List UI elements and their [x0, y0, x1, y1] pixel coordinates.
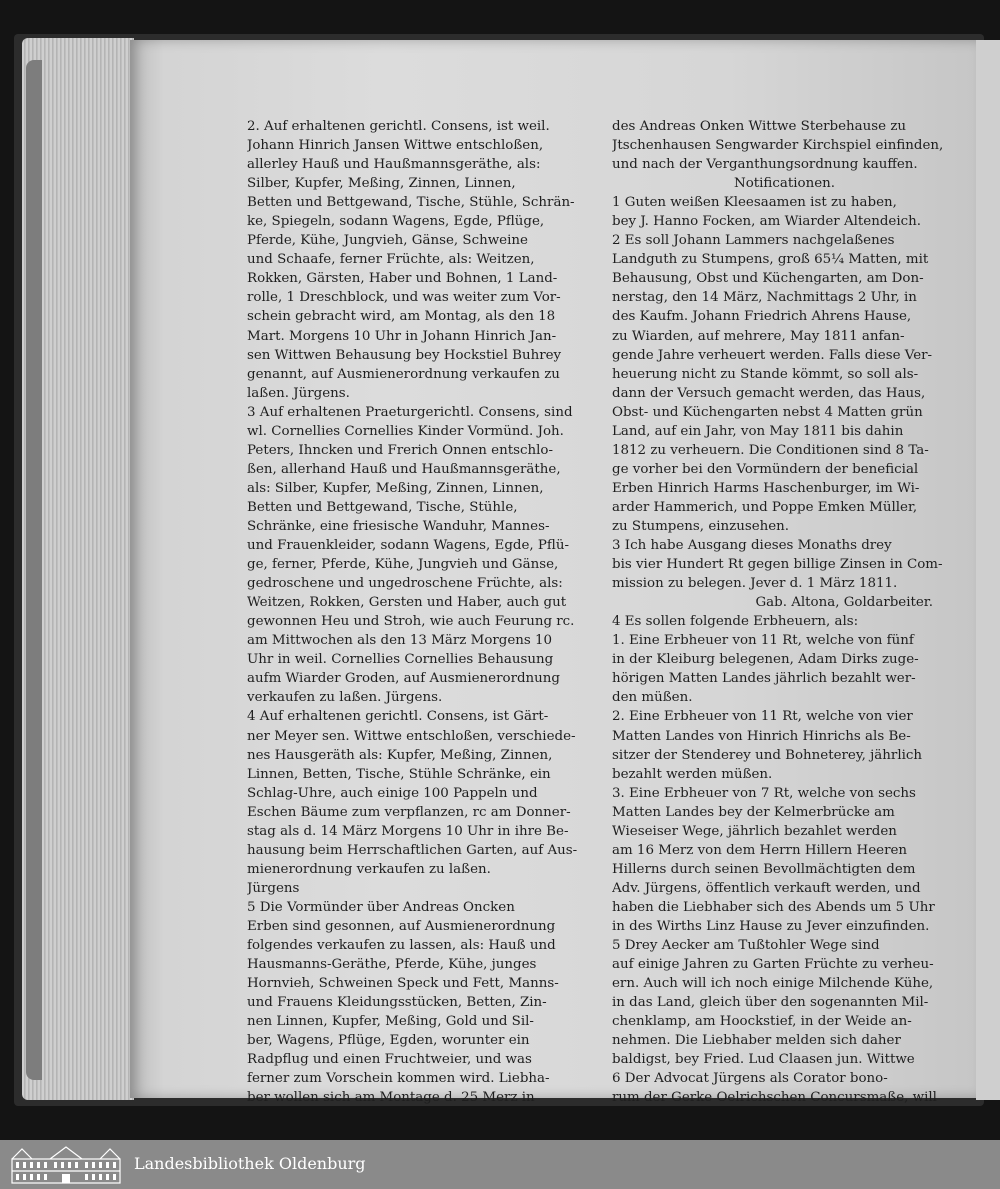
text-line: bezahlt werden müßen.: [612, 766, 773, 782]
text-line: Hausmanns-Geräthe, Pferde, Kühe, junges: [247, 957, 537, 973]
text-line: 6 Der Advocat Jürgens als Corator bono-: [612, 1071, 888, 1087]
text-line: Betten und Bettgewand, Tische, Stühle,: [247, 499, 518, 515]
text-line: laßen. Jürgens.: [247, 385, 350, 401]
text-line: Hornvieh, Schweinen Speck und Fett, Manns-: [247, 976, 559, 992]
text-line: ber wollen sich am Montage d. 25 Merz in: [247, 1090, 535, 1106]
text-line: 4 Auf erhaltenen gerichtl. Consens, ist Gärt-: [247, 709, 549, 725]
text-line: und Frauenkleider, sodann Wagens, Egde, Pflü-: [247, 538, 569, 554]
text-line: wl. Cornellies Cornellies Kinder Vormünd. Joh.: [247, 423, 564, 439]
text-line: in das Land, gleich über den sogenannten Mil-: [612, 995, 929, 1011]
text-line: ern. Auch will ich noch einige Milchende Kühe,: [612, 976, 934, 992]
text-line: genannt, auf Ausmienerordnung verkaufen zu: [247, 366, 560, 382]
text-line: in des Wirths Linz Hause zu Jever einzufinden.: [612, 918, 930, 934]
text-line: Radpflug und einen Fruchtweier, und was: [247, 1052, 532, 1068]
text-line: gende Jahre verheuert werden. Falls diese Ver-: [612, 347, 933, 363]
text-line: Erben Hinrich Harms Haschenburger, im Wi-: [612, 480, 920, 496]
text-line: hörigen Matten Landes jährlich bezahlt wer-: [612, 671, 916, 687]
text-line: Jürgens: [247, 880, 300, 896]
text-line: mienerordnung verkaufen zu laßen.: [247, 861, 491, 877]
text-line: Gab. Altona, Goldarbeiter.: [755, 595, 933, 611]
text-line: Pferde, Kühe, Jungvieh, Gänse, Schweine: [247, 233, 528, 249]
text-line: Eschen Bäume zum verpflanzen, rc am Donner-: [247, 804, 571, 820]
text-line: baldigst, bey Fried. Lud Claasen jun. Wittwe: [612, 1052, 915, 1068]
text-line: heuerung nicht zu Stande kömmt, so soll als-: [612, 366, 919, 382]
text-line: nerstag, den 14 März, Nachmittags 2 Uhr, in: [612, 290, 917, 306]
text-line: sitzer der Stenderey und Bohneterey, jährlich: [612, 747, 923, 763]
text-line: nes Hausgeräth als: Kupfer, Meßing, Zinnen,: [247, 747, 553, 763]
text-line: und Schaafe, ferner Früchte, als: Weitzen,: [247, 252, 535, 268]
text-line: rum der Gerke Oelrichschen Concursmaße, will: [612, 1090, 937, 1106]
text-line: Wieseiser Wege, jährlich bezahlet werden: [612, 823, 897, 839]
text-line: Adv. Jürgens, öffentlich verkauft werden, und: [612, 880, 921, 896]
text-line: 1 Guten weißen Kleesaamen ist zu haben,: [612, 195, 897, 211]
text-line: Uhr in weil. Cornellies Cornellies Behausung: [247, 652, 554, 668]
text-line: des Kaufm. Johann Friedrich Ahrens Hause,: [612, 309, 912, 325]
text-line: verkaufen zu laßen. Jürgens.: [247, 690, 443, 706]
text-line: den müßen.: [612, 690, 693, 706]
text-line: Matten Landes von Hinrich Hinrichs als Be-: [612, 728, 911, 744]
text-line: 2. Auf erhaltenen gerichtl. Consens, ist weil.: [247, 119, 550, 134]
text-line: am Mittwochen als den 13 März Morgens 10: [247, 633, 553, 649]
text-line: schein gebracht wird, am Montag, als den 18: [247, 309, 556, 325]
text-line: Silber, Kupfer, Meßing, Zinnen, Linnen,: [247, 176, 516, 192]
text-line: 3 Auf erhaltenen Praeturgerichtl. Consens, sind: [247, 404, 573, 420]
text-line: Erben sind gesonnen, auf Ausmienerordnung: [247, 918, 556, 934]
text-line: 5 Drey Aecker am Tußtohler Wege sind: [612, 938, 880, 954]
text-line: Rokken, Gärsten, Haber und Bohnen, 1 Land-: [247, 271, 558, 287]
text-line: Betten und Bettgewand, Tische, Stühle, Schrän-: [247, 195, 575, 211]
text-line: bey J. Hanno Focken, am Wiarder Altendeich.: [612, 214, 922, 230]
left-text-column: [247, 117, 585, 1107]
text-line: sen Wittwen Behausung bey Hockstiel Buhrey: [247, 347, 562, 363]
text-line: Peters, Ihncken und Frerich Onnen entschlo-: [247, 442, 553, 458]
text-line: und Frauens Kleidungsstücken, Betten, Zin-: [247, 995, 547, 1011]
text-line: Landguth zu Stumpens, groß 65¼ Matten, mit: [612, 252, 929, 268]
text-line: zu Stumpens, einzusehen.: [612, 518, 790, 534]
text-line: Jtschenhausen Sengwarder Kirchspiel einfinden,: [612, 138, 944, 154]
text-line: chenklamp, am Hoockstief, in der Weide an-: [612, 1014, 912, 1030]
text-line: ge, ferner, Pferde, Kühe, Jungvieh und Gänse,: [247, 557, 559, 573]
right-text-column: [612, 117, 957, 1107]
text-line: 5 Die Vormünder über Andreas Oncken: [247, 899, 515, 915]
facing-page-edge: [976, 40, 1000, 1100]
text-line: gewonnen Heu und Stroh, wie auch Feurung rc.: [247, 614, 575, 630]
text-line: nen Linnen, Kupfer, Meßing, Gold und Sil-: [247, 1014, 534, 1030]
text-line: aufm Wiarder Groden, auf Ausmienerordnung: [247, 671, 560, 687]
book-fore-edge: [26, 60, 42, 1080]
text-line: Schlag-Uhre, auch einige 100 Pappeln und: [247, 785, 538, 801]
text-line: 2 Es soll Johann Lammers nachgelaßenes: [612, 233, 895, 249]
text-line: Mart. Morgens 10 Uhr in Johann Hinrich Jan-: [247, 328, 557, 344]
text-line: 3 Ich habe Ausgang dieses Monaths drey: [612, 538, 892, 554]
text-line: auf einige Jahren zu Garten Früchte zu verheu-: [612, 957, 934, 973]
text-line: in der Kleiburg belegenen, Adam Dirks zuge-: [612, 652, 919, 668]
text-line: des Andreas Onken Wittwe Sterbehause zu: [612, 119, 907, 134]
text-line: mission zu belegen. Jever d. 1 März 1811.: [612, 576, 898, 592]
text-line: Hillerns durch seinen Bevollmächtigten dem: [612, 861, 916, 877]
text-line: Behausung, Obst und Küchengarten, am Don-: [612, 271, 924, 287]
text-line: bis vier Hundert Rt gegen billige Zinsen in Com-: [612, 557, 943, 573]
text-line: Obst- und Küchengarten nebst 4 Matten grün: [612, 404, 923, 420]
text-line: am 16 Merz von dem Herrn Hillern Heeren: [612, 842, 908, 858]
text-line: ber, Wagens, Pflüge, Egden, worunter ein: [247, 1033, 530, 1049]
text-line: haben die Liebhaber sich des Abends um 5 Uhr: [612, 899, 935, 915]
text-line: ßen, allerhand Hauß und Haußmannsgeräthe,: [247, 461, 561, 477]
text-line: 1. Eine Erbheuer von 11 Rt, welche von fünf: [612, 633, 914, 649]
text-line: Weitzen, Rokken, Gersten und Haber, auch gut: [247, 595, 567, 611]
text-line: ferner zum Vorschein kommen wird. Liebha-: [247, 1071, 550, 1087]
book-page: [130, 40, 978, 1106]
text-line: 4 Es sollen folgende Erbheuern, als:: [612, 614, 859, 630]
text-line: allerley Hauß und Haußmannsgeräthe, als:: [247, 157, 541, 173]
text-line: Land, auf ein Jahr, von May 1811 bis dahin: [612, 423, 904, 439]
text-line: Linnen, Betten, Tische, Stühle Schränke, ein: [247, 766, 551, 782]
text-line: hausung beim Herrschaftlichen Garten, auf Aus-: [247, 842, 578, 858]
text-line: ner Meyer sen. Wittwe entschloßen, verschiede-: [247, 728, 576, 744]
text-line: 3. Eine Erbheuer von 7 Rt, welche von sechs: [612, 785, 916, 801]
text-line: gedroschene und ungedroschene Früchte, als:: [247, 576, 563, 592]
text-line: Schränke, eine friesische Wanduhr, Mannes-: [247, 518, 550, 534]
text-line: ke, Spiegeln, sodann Wagens, Egde, Pflüge,: [247, 214, 545, 230]
text-line: arder Hammerich, und Poppe Emken Müller,: [612, 499, 918, 515]
text-line: 1812 zu verheuern. Die Conditionen sind 8 Ta-: [612, 442, 929, 458]
library-building-logo-icon: [10, 1145, 122, 1185]
text-line: nehmen. Die Liebhaber melden sich daher: [612, 1033, 901, 1049]
text-line: Matten Landes bey der Kelmerbrücke am: [612, 804, 895, 820]
text-line: als: Silber, Kupfer, Meßing, Zinnen, Linnen,: [247, 480, 544, 496]
text-line: und nach der Verganthungsordnung kauffen.: [612, 157, 918, 173]
text-line: stag als d. 14 März Morgens 10 Uhr in ihre Be-: [247, 823, 569, 839]
text-line: Johann Hinrich Jansen Wittwe entschloßen,: [247, 138, 544, 154]
text-line: 2. Eine Erbheuer von 11 Rt, welche von vier: [612, 709, 913, 725]
text-line: folgendes verkaufen zu lassen, als: Hauß und: [247, 938, 556, 954]
footer-bar: [0, 1140, 1000, 1189]
library-name: Landesbibliothek Oldenburg: [134, 1154, 366, 1173]
text-line: dann der Versuch gemacht werden, das Haus,: [612, 385, 926, 401]
text-line: ge vorher bei den Vormündern der beneficial: [612, 461, 919, 477]
text-line: Notificationen.: [733, 176, 835, 192]
text-line: zu Wiarden, auf mehrere, May 1811 anfan-: [612, 328, 905, 344]
text-line: rolle, 1 Dreschblock, und was weiter zum Vor-: [247, 290, 561, 306]
